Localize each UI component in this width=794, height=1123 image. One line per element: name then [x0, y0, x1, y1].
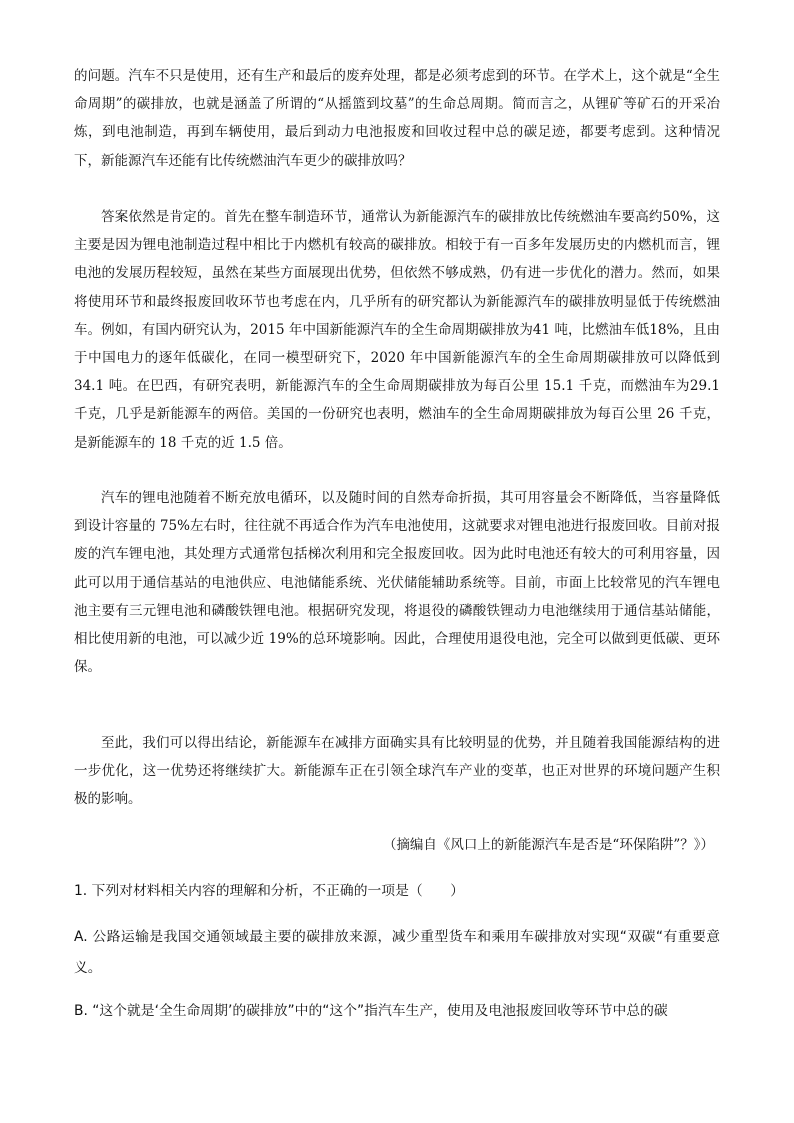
option-a: A. 公路运输是我国交通领域最主要的碳排放来源，减少重型货车和乘用车碳排放对实现“双碳“有重要意义。	[74, 929, 720, 976]
option-b: B. “这个就是‘全生命周期’的碳排放”中的“这个”指汽车生产，使用及电池报废回收等环节中总的碳	[74, 1003, 668, 1019]
article-paragraph-3: 汽车的锂电池随着不断充放电循环，以及随时间的自然寿命折损，其可用容量会不断降低，当容量降低到设计容量的 75%左右时，往往就不再适合作为汽车电池使用，这就要求对锂电池进行报废回收。目前对报废的汽车锂电池，其处理方式通常包括梯次利用和完全报废回收。因为此时电池还有较大的可利用容量，因此可以用于通信基站的电池供应、电池储能系统、光伏储能辅助系统等。目前，市面上比较常见的汽车锂电池主要有三元锂电池和磷酸铁锂电池。根据研究发现，将退役的磷酸铁锂动力电池继续用于通信基站储能，相比使用新的电池，可以减少近 19%的总环境影响。因此，合理使用退役电池，完全可以做到更低碳、更环保。	[74, 490, 720, 676]
article-paragraph-2: 答案依然是肯定的。首先在整车制造环节，通常认为新能源汽车的碳排放比传统燃油车要高约50%，这主要是因为锂电池制造过程中相比于内燃机有较高的碳排放。相较于有一百多年发展历史的内燃机而言，锂电池的发展历程较短，虽然在某些方面展现出优势，但依然不够成熟，仍有进一步优化的潜力。然而，如果将使用环节和最终报废回收环节也考虑在内，几乎所有的研究都认为新能源汽车的碳排放明显低于传统燃油车。例如，有国内研究认为，2015 年中国新能源汽车的全生命周期碳排放为41 吨，比燃油车低18%，且由于中国电力的逐年低碳化，在同一模型研究下，2020 年中国新能源汽车的全生命周期碳排放可以降低到 34.1 吨。在巴西，有研究表明，新能源汽车的全生命周期碳排放为每百公里 15.1 千克，而燃油车为29.1 千克，几乎是新能源车的两倍。美国的一份研究也表明，燃油车的全生命周期碳排放为每百公里 26 千克，是新能源车的 18 千克的近 1.5 倍。	[74, 209, 720, 451]
question-stem: 1. 下列对材料相关内容的理解和分析，不正确的一项是（ ）	[74, 883, 465, 899]
article-paragraph-4: 至此，我们可以得出结论，新能源车在减排方面确实具有比较明显的优势，并且随着我国能源结构的进一步优化，这一优势还将继续扩大。新能源车正在引领全球汽车产业的变革，也正对世界的环境问题产生积极的影响。	[74, 735, 720, 808]
source-citation: （摘编自《风口上的新能源汽车是否是“环保陷阱”？》）	[382, 837, 714, 853]
article-paragraph-1: 的问题。汽车不只是使用，还有生产和最后的废弃处理，都是必须考虑到的环节。在学术上，这个就是“全生命周期”的碳排放，也就是涵盖了所谓的“从摇篮到坟墓”的生命总周期。简而言之，从锂矿等矿石的开采冶炼，到电池制造，再到车辆使用，最后到动力电池报废和回收过程中总的碳足迹，都要考虑到。这种情况下，新能源汽车还能有比传统燃油汽车更少的碳排放吗？	[74, 68, 720, 169]
